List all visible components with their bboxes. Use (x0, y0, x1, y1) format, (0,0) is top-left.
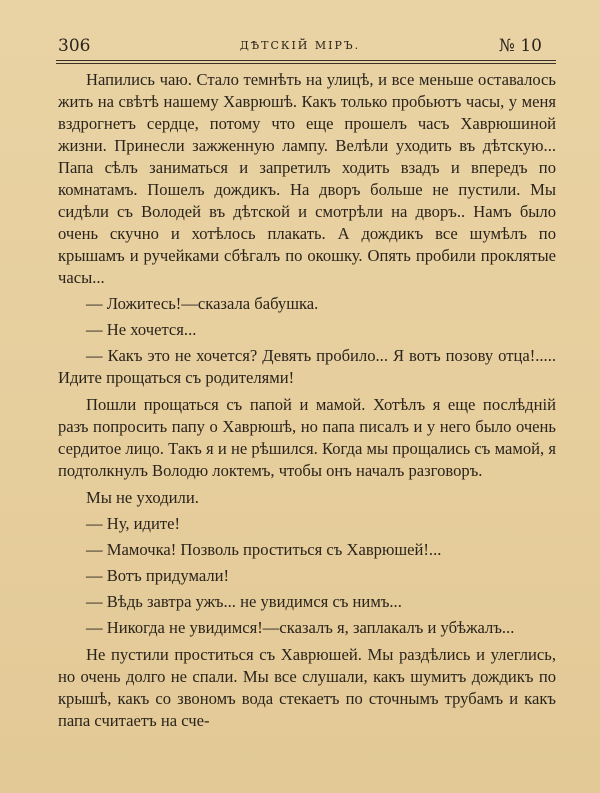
paragraph: Напились чаю. Стало темнѣть на улицѣ, и все меньше оставалось жить на свѣтѣ нашему Хаврюшѣ. Какъ только пробьютъ часы, у меня вздрогнетъ сердце, потому что еще прошелъ часъ Хаврюшиной жизни. Принесли зажженную лампу. Велѣли уходить въ дѣтскую... Папа сѣлъ заниматься и запретилъ ходить взадъ и впередъ по комнатамъ. Пошелъ дождикъ. На дворъ больше не пустили. Мы сидѣли съ Володей въ дѣтской и смотрѣли на дворъ.. Намъ было очень скучно и хотѣлось плакать. А дождикъ все шумѣлъ по крышамъ и ручейками сбѣгалъ по окошку. Опять пробили проклятые часы... (58, 70, 556, 287)
page-header (58, 36, 542, 58)
dialogue-line: — Не хочется... (86, 320, 197, 339)
dialogue-line: — Ну, идите! (86, 514, 181, 533)
header-rule (56, 60, 556, 64)
paragraph: Не пустили проститься съ Хаврюшей. Мы раздѣлись и улеглись, но очень долго не спали. Мы все слушали, какъ шумитъ дождикъ по крышѣ, какъ со звономъ вода стекаетъ по сточнымъ трубамъ и какъ папа считаетъ на сче- (58, 645, 556, 730)
issue-number: № 10 (498, 36, 542, 56)
dialogue-line: — Вѣдь завтра ужъ... не увидимся съ нимъ... (86, 592, 402, 611)
dialogue-line: — Никогда не увидимся!—сказалъ я, заплакалъ и убѣжалъ... (86, 618, 515, 637)
dialogue-line: — Мамочка! Позволь проститься съ Хаврюшей!... (86, 540, 442, 559)
paragraph: Мы не уходили. (86, 488, 199, 507)
page-number: 306 (58, 36, 91, 56)
dialogue-line: — Вотъ придумали! (86, 566, 230, 585)
dialogue-line: — Какъ это не хочется? Девять пробило... Я вотъ позову отца!..... Идите прощаться съ родителями! (58, 346, 556, 387)
body-text (58, 69, 556, 732)
paragraph: Пошли прощаться съ папой и мамой. Хотѣлъ я еще послѣдній разъ попросить папу о Хаврюшѣ, но папа писалъ и у него было очень сердитое лицо. Такъ я и не рѣшился. Когда мы прощались съ мамой, я подтолкнулъ Володю локтемъ, чтобы онъ началъ разговоръ. (58, 395, 556, 480)
dialogue-line: — Ложитесь!—сказала бабушка. (86, 294, 319, 313)
journal-title: ДѢТСКІЙ МІРЪ. (239, 39, 361, 52)
